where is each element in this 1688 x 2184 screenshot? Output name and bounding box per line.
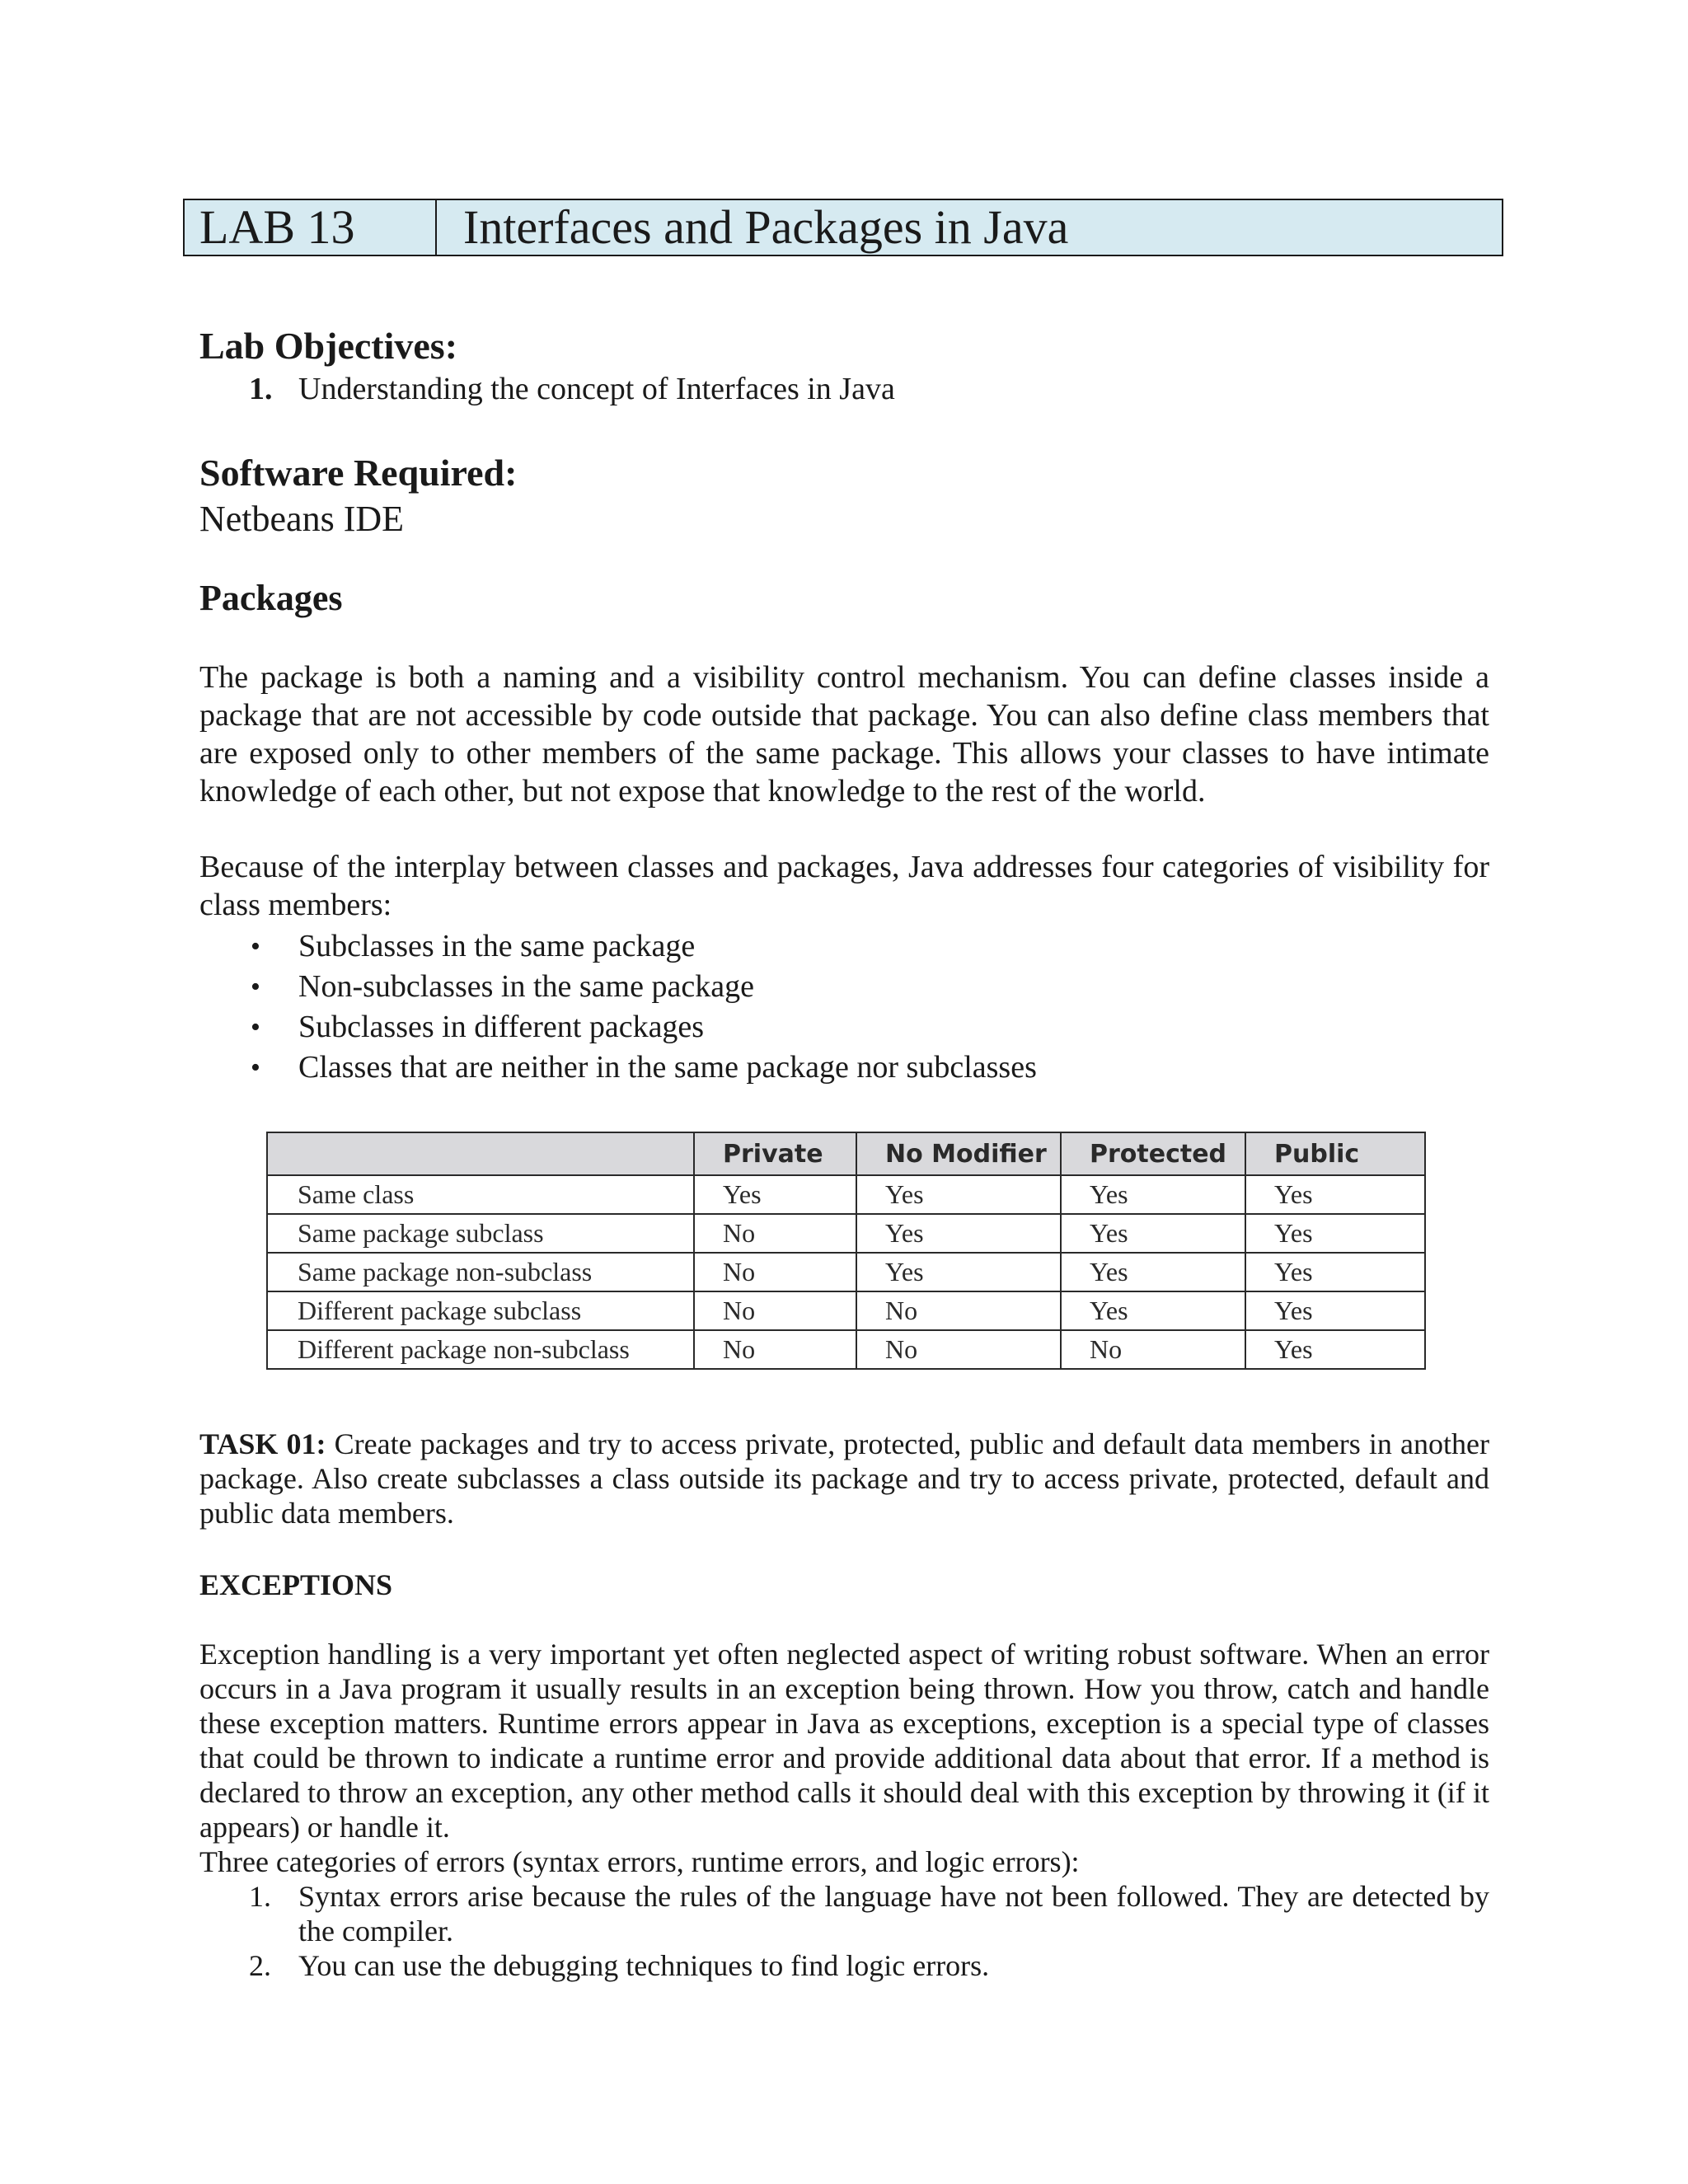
bullet-icon: • xyxy=(251,1052,260,1083)
table-cell: No xyxy=(856,1291,1061,1330)
bullet-item xyxy=(199,1047,1489,1088)
table-row xyxy=(267,1330,1425,1369)
table-header-cell xyxy=(267,1132,694,1175)
list-marker: 1. xyxy=(249,372,273,406)
table-cell: Same class xyxy=(267,1175,694,1214)
packages-heading: Packages xyxy=(199,578,343,618)
error-categories-intro: Three categories of errors (syntax errors, runtime errors, and logic errors): xyxy=(199,1845,1080,1878)
table-cell: No xyxy=(694,1253,856,1291)
list-item xyxy=(199,1879,1489,1948)
table-cell: Yes xyxy=(856,1214,1061,1253)
bullet-item xyxy=(199,967,1489,1007)
exceptions-paragraph: Exception handling is a very important yet often neglected aspect of writing robust software. When an error occurs in a Java program it usually results in an exception being thrown. How you throw, catch and handle these exception matters. Runtime errors appear in Java as exceptions, exception is a special type of classes that could be thrown to indicate a runtime error and provide additional data about that error. If a method is declared to throw an exception, any other method calls it should deal with this exception by throwing it (if it appears) or handle it. xyxy=(199,1638,1489,1844)
task-paragraph xyxy=(199,1427,1489,1530)
table-cell: Yes xyxy=(1061,1291,1245,1330)
lab-header xyxy=(183,199,1503,256)
packages-paragraph-2: Because of the interplay between classes and packages, Java addresses four categories of visibility for class members: xyxy=(199,850,1489,922)
bullet-icon: • xyxy=(251,931,260,962)
list-item-text: You can use the debugging techniques to find logic errors. xyxy=(298,1949,990,1982)
table-cell: Different package subclass xyxy=(267,1291,694,1330)
task-text: Create packages and try to access private, protected, public and default data members in another package. Also create subclasses a class outside its package and try to access private, protected, default and public data members. xyxy=(199,1427,1490,1530)
table-cell: Yes xyxy=(1245,1214,1425,1253)
table-cell: No xyxy=(694,1330,856,1369)
bullet-text: Classes that are neither in the same package nor subclasses xyxy=(298,1050,1037,1085)
software-heading: Software Required: xyxy=(199,452,518,494)
table-cell: No xyxy=(856,1330,1061,1369)
table-cell: Yes xyxy=(1061,1175,1245,1214)
table-cell: Yes xyxy=(856,1175,1061,1214)
table-row xyxy=(267,1214,1425,1253)
table-header-cell: No Modifier xyxy=(856,1132,1061,1175)
lab-title: Interfaces and Packages in Java xyxy=(463,200,1069,254)
list-item-text: Understanding the concept of Interfaces in Java xyxy=(298,372,895,406)
table-cell: Yes xyxy=(1245,1330,1425,1369)
packages-paragraph-1: The package is both a naming and a visibility control mechanism. You can define classes inside a package that are not accessible by code outside that package. You can also define class members that are exposed only to other members of the same package. This allows your classes to have intimate knowledge of each other, but not expose that knowledge to the rest of the world. xyxy=(199,660,1489,808)
bullet-text: Subclasses in the same package xyxy=(298,929,696,963)
table-row xyxy=(267,1175,1425,1214)
table-row xyxy=(267,1291,1425,1330)
table-cell: Yes xyxy=(856,1253,1061,1291)
table-cell: Yes xyxy=(1061,1214,1245,1253)
task-label: TASK 01: xyxy=(199,1427,326,1460)
list-item-text: Syntax errors arise because the rules of the language have not been followed. They are detected by the compiler. xyxy=(298,1880,1489,1947)
objectives-heading: Lab Objectives: xyxy=(199,325,458,367)
table-row xyxy=(267,1253,1425,1291)
table-cell: Yes xyxy=(1061,1253,1245,1291)
table-cell: Yes xyxy=(694,1175,856,1214)
table-header-cell: Private xyxy=(694,1132,856,1175)
table-cell: Yes xyxy=(1245,1175,1425,1214)
visibility-bullets xyxy=(199,926,1489,1088)
bullet-text: Subclasses in different packages xyxy=(298,1010,705,1044)
table-cell: Yes xyxy=(1245,1291,1425,1330)
table-header-cell: Protected xyxy=(1061,1132,1245,1175)
list-item xyxy=(199,370,1489,408)
table-cell: No xyxy=(694,1214,856,1253)
lab-number: LAB 13 xyxy=(185,200,437,255)
table-cell: Same package non-subclass xyxy=(267,1253,694,1291)
table-header-row xyxy=(267,1132,1425,1175)
table-header-cell: Public xyxy=(1245,1132,1425,1175)
objectives-list xyxy=(199,370,1489,408)
bullet-icon: • xyxy=(251,972,260,1002)
access-modifier-table xyxy=(266,1132,1426,1370)
bullet-item xyxy=(199,926,1489,967)
table-cell: No xyxy=(694,1291,856,1330)
exceptions-heading: EXCEPTIONS xyxy=(199,1568,393,1601)
bullet-icon: • xyxy=(251,1012,260,1043)
error-categories-list xyxy=(199,1879,1489,1983)
table-cell: Same package subclass xyxy=(267,1214,694,1253)
bullet-item xyxy=(199,1007,1489,1047)
list-item xyxy=(199,1948,1489,1983)
list-marker: 1. xyxy=(249,1880,271,1913)
table-cell: No xyxy=(1061,1330,1245,1369)
list-marker: 2. xyxy=(249,1949,271,1982)
bullet-text: Non-subclasses in the same package xyxy=(298,969,754,1004)
software-value: Netbeans IDE xyxy=(199,499,405,539)
table-cell: Yes xyxy=(1245,1253,1425,1291)
table-cell: Different package non-subclass xyxy=(267,1330,694,1369)
